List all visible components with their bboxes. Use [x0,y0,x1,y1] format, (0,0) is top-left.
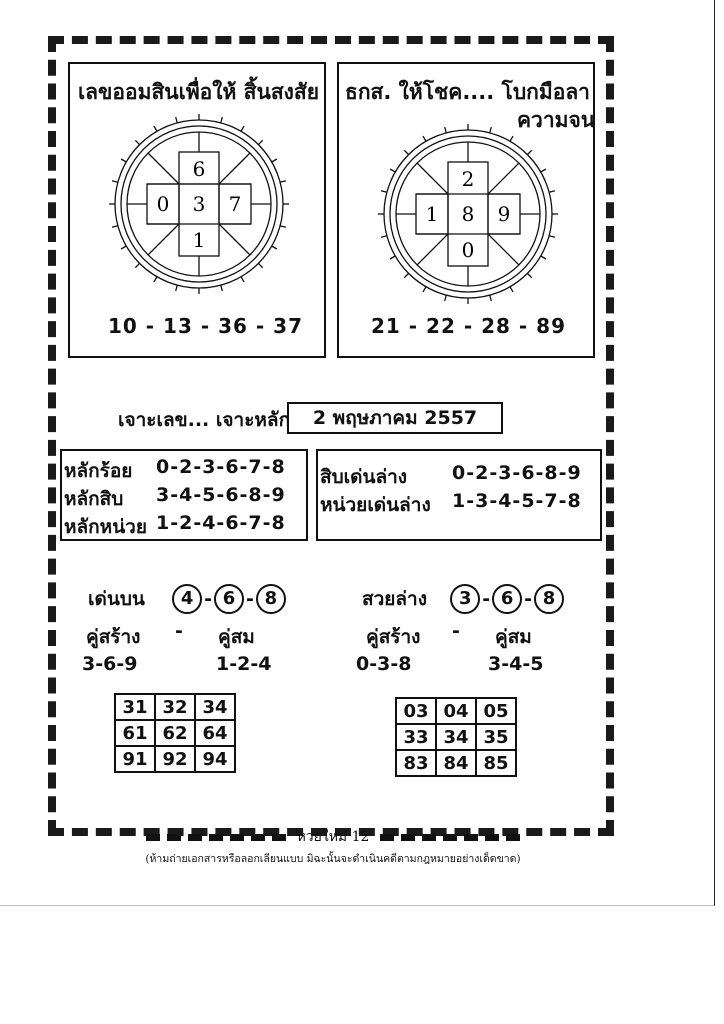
grid-cell: 85 [476,750,516,776]
grid-cell: 32 [155,694,195,720]
right-panel-title-1: ธกส. ให้โชค.... โบกมือลา [345,80,590,104]
grid-cell: 31 [115,694,155,720]
wheel-right: 9 [497,202,511,226]
wheel-left: 0 [156,192,170,216]
position-label: หลักสิบ [64,488,124,510]
lower-mix-label: คู่สม [495,626,532,648]
lower-dash: - [452,620,460,642]
lower-circled-1: 3 [450,584,480,614]
position-label: หลักหน่วย [64,516,147,538]
footer-note: (ห้ามถ่ายเอกสารหรือลอกเลียนแบบ มิฉะนั้นจะดำเนินคดีตามกฎหมายอย่างเด็ดขาด) [145,853,521,865]
position-row [64,484,286,514]
grid-cell: 34 [195,694,235,720]
drill-label: เจาะเลข... เจาะหลัก [118,409,291,431]
upper-pair-label: คู่สร้าง [86,626,141,648]
grid-cell: 05 [476,698,516,724]
grid-cell: 64 [195,720,235,746]
position-row [320,462,582,492]
footer-page: หวยใหม่ 12 [296,829,370,845]
upper-grid [114,693,236,773]
upper-heading: เด่นบน 4 - 6 - 8 [88,584,286,614]
grid-cell: 04 [436,698,476,724]
upper-circled-1: 4 [172,584,202,614]
date-box: 2 พฤษภาคม 2557 [287,402,503,434]
position-value: 1-2-4-6-7-8 [156,512,286,534]
grid-cell: 84 [436,750,476,776]
grid-cell: 62 [155,720,195,746]
right-panel [337,62,595,358]
grid-cell: 94 [195,746,235,772]
grid-cell: 33 [396,724,436,750]
position-label: สิบเด่นล่าง [320,466,408,488]
lower-grid [395,697,517,777]
position-value: 0-2-3-6-8-9 [452,462,582,484]
wheel-bottom: 1 [192,228,206,252]
position-value: 1-3-4-5-7-8 [452,490,582,512]
wheel-right: 7 [228,192,242,216]
upper-mix-label: คู่สม [218,626,255,648]
position-label: หน่วยเด่นล่าง [320,494,431,516]
grid-cell: 83 [396,750,436,776]
right-panel-title-2: ความจน [517,108,596,132]
grid-cell: 91 [115,746,155,772]
footer [50,826,616,848]
left-panel-title: เลขออมสินเพื่อให้ สิ้นสงสัย [78,80,320,104]
upper-circled-2: 6 [214,584,244,614]
lower-pair-value: 0-3-8 [356,653,412,675]
upper-dash: - [175,620,183,642]
grid-cell: 92 [155,746,195,772]
wheel-center: 3 [192,192,206,216]
lower-pair-label: คู่สร้าง [366,626,421,648]
upper-pair-value: 3-6-9 [82,653,138,675]
position-value: 0-2-3-6-7-8 [156,456,286,478]
left-panel-numbers: 10 - 13 - 36 - 37 [108,314,304,338]
lower-circled-2: 6 [492,584,522,614]
lower-label: สวยล่าง [362,588,427,610]
grid-cell: 03 [396,698,436,724]
grid-cell: 61 [115,720,155,746]
wheel-bottom: 0 [461,238,475,262]
footer-dash-left [146,834,286,841]
lower-circled-3: 8 [534,584,564,614]
upper-label: เด่นบน [88,588,145,610]
wheel-top: 2 [461,167,475,191]
left-wheel [109,114,289,294]
position-value: 3-4-5-6-8-9 [156,484,286,506]
lower-mix-value: 3-4-5 [488,653,544,675]
upper-mix-value: 1-2-4 [216,653,272,675]
left-panel [68,62,326,358]
wheel-center: 8 [461,202,475,226]
position-label: หลักร้อย [64,460,133,482]
position-row [64,512,286,542]
upper-circled-3: 8 [256,584,286,614]
grid-cell: 35 [476,724,516,750]
position-row [320,490,582,520]
right-wheel [378,124,558,304]
wheel-top: 6 [192,157,206,181]
footer-dash-right [380,834,520,841]
right-panel-numbers: 21 - 22 - 28 - 89 [371,314,567,338]
position-row [64,456,286,486]
wheel-left: 1 [425,202,439,226]
lower-heading: สวยล่าง 3 - 6 - 8 [362,584,564,614]
grid-cell: 34 [436,724,476,750]
